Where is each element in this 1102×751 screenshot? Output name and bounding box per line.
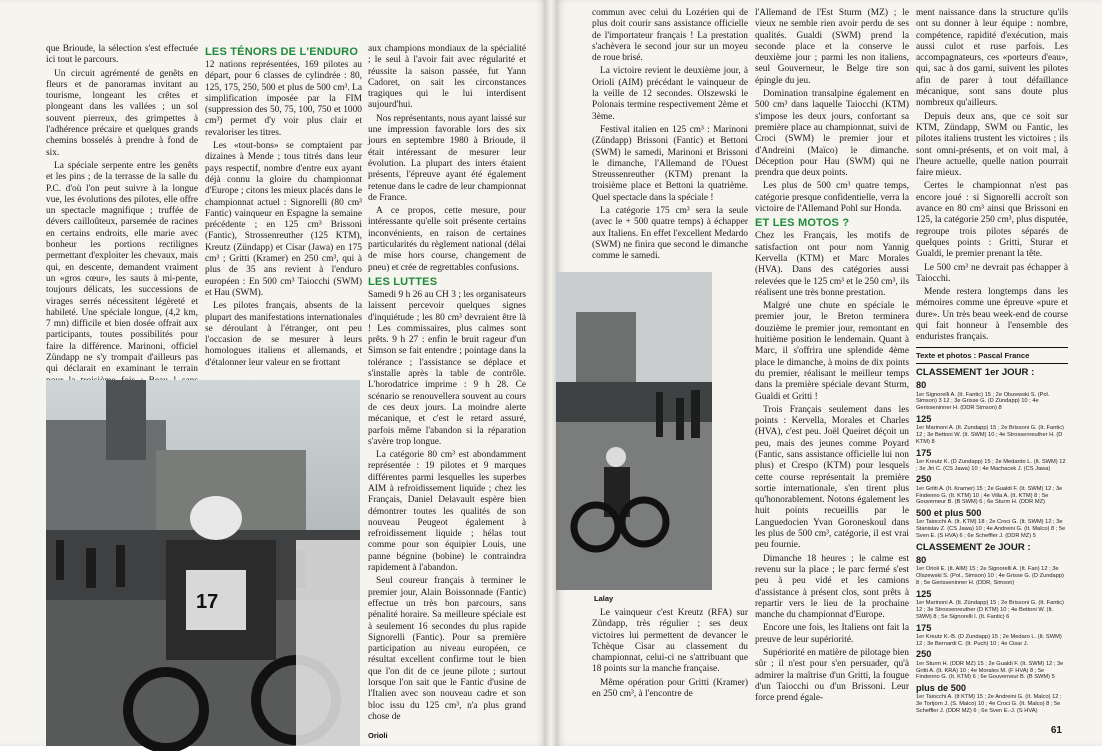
paragraph: A ce propos, cette mesure, pour intéressante qu'elle soit présente certains inconvénients, en raison de certaines particularités du règlement national (délai de mise hors course, changement de pneu) et crée de regrettables confusions. — [368, 206, 526, 273]
paragraph: l'Allemand de l'Est Sturm (MZ) ; le vieux ne semble rien avoir perdu de ses qualités. Gualdi (SWM) prend la seconde place et la conserve le deuxième jour ; parmi les non italiens, seul Gouverneur, le Belge tire son épingle du jeu. — [755, 8, 909, 86]
rider-in-square-image — [556, 272, 712, 590]
photo-caption: Orioli — [368, 731, 388, 740]
results-category: plus de 500 — [916, 683, 967, 694]
section-heading: ET LES MOTOS ? — [755, 217, 850, 230]
paragraph: ment naissance dans la structure qu'ils ont su donner à leur équipe : nombre, compétence, rapidité d'exécution, mais aussi culot et ruse parfois. Les accompagnateurs, ces «porteurs d'eau», qui, sac à dos garni, suivent les pilotes afin de parer à tout défaillance mécanique, sont sans doute plus nombreux qu'ailleurs. — [916, 8, 1068, 109]
results-line: 1er Taiocchi A. (It KTM) 15 ; 2e Andreini G. (It. Malco) 12 ; 3e Tortjorn J. (S. Malco) 10 ; 4e Croci G. (It. Malco) 8 ; 5e Scheffler J. (DDR MZ) 6 ; 6e Sven E.-J. (S HVA) — [916, 694, 1062, 714]
left-page — [0, 0, 546, 746]
results-heading: CLASSEMENT 1er JOUR : — [916, 366, 1035, 378]
results-line: 1er Gritti A. (It. Kramer) 15 ; 2e Gualdi F. (It. SWM) 12 ; 3e Findenno G. (It. KTM) 10 ; 4e Villa A. (It. KTM) 8 ; 5e Gouverneur B. (B SWM) 6 ; 6e Sturm H. (DDR MZ) — [916, 485, 1063, 506]
credit-line: Texte et photos : Pascal France — [916, 347, 1068, 364]
paragraph: Domination transalpine également en 500 cm³ dans laquelle Taiocchi (KTM) s'impose les deux jours, confortant sa première place au championnat, suivi de Croci (SWM) le premier jour et d'Andreini (Maïco) le dimanche. Déception pour Hau (SWM) qui ne prendra que deux points. — [755, 89, 909, 179]
results-line: 1er Kreutz K. (D Zundapp) 15 ; 2e Medardo L. (It. SWM) 12 ; 3e Jiri C. (CS Jawa) 10 ; 4e Machacek J. (CS Jawa) — [916, 458, 1066, 472]
paragraph: Le vainqueur c'est Kreutz (RFA) sur Zündapp, très régulier ; ses deux victoires lui permettent de devancer le Tchèque Cisar au classement du championnat, celui-ci ne s'attribuant que 18 points sur la manche française. — [592, 608, 748, 675]
results-category: 175 — [916, 622, 932, 633]
paragraph: commun avec celui du Lozérien qui de plus doit courir sans assistance officielle de l'importateur français ! La prestation s'achèvera le second jour sur un moyeu de roue brisé. — [592, 8, 748, 64]
results-category: 175 — [916, 447, 932, 458]
results-line: 1er Marinoni A. (It. Zundapp) 15 ; 2e Brissoni G. (It. Fantic) 12 ; 3e Bettoni W. (It. SWM) 10 ; 4e Strossenreuther H. (D KTM) 8 — [916, 425, 1064, 445]
page-gutter — [546, 0, 556, 746]
paragraph: Même opération pour Gritti (Kramer) en 250 cm³, à l'encontre de — [592, 677, 748, 700]
paragraph: que Brioude, la sélection s'est effectuée ici tout le parcours. — [46, 44, 198, 66]
results-category: 125 — [916, 413, 932, 424]
enduro-rider-photo — [46, 380, 360, 746]
results-category: 125 — [916, 588, 932, 599]
paragraph: Mende restera longtemps dans les mémoires comme une épreuve «pure et dure». Un très beau week-end de course qui fait honneur à l'ensemble des enduristes français. — [916, 287, 1068, 343]
results-line: 1er Signorelli A. (It. Fantic) 15 ; 2e Olszewski S. (Pol. Simson) 3 12 ; 3e Grisse G. (D Zündapp) 10 ; 4e Gerisseninner H. (DDR Simson) 8 — [916, 391, 1050, 412]
paragraph: Dimanche 18 heures ; le calme est revenu sur la place ; le parc fermé s'est peu à peu vidé et les camions d'assistance à présent clos, sont prêts à repartir vers le lieu de la prochaine manche du championnat d'Europe. — [755, 553, 909, 621]
results-category: 250 — [916, 649, 932, 660]
paragraph: Nos représentants, nous ayant laissé sur une impression favorable lors des six jours en septembre 1980 à Brioude, il était intéressant de mesurer leur évolution. La plupart des inters étaient présents, l'épreuve ayant été également retenue dans le cadre de leur championnat de France. — [368, 113, 526, 203]
results-line: 1er Kreutz K.-B. (D Zundapp) 15 ; 2e Medaro L. (It. SWM) 12 ; 3e Bernardi C. (It. Puch) 10 ; 4e Cisar J. — [916, 633, 1062, 647]
article-column-6 — [916, 8, 1068, 726]
paragraph: Chez les Français, les motifs de satisfaction ont pour nom Yannig Kervella (KTM) et Marc Morales (HVA). Dans des catégories aussi relevées que le 125 cm³ et le 250 cm³, ils réalisent une très bonne prestation. — [755, 231, 909, 298]
paragraph: Trois Français seulement dans les points : Kervella, Morales et Charles (HVA), c'est peu. Joël Queiret déçoit un peu, mais des jeunes comme Poyard (Fantic, sans assistance officielle lui non plus) et Crespo (KTM) pour lesquels cette course représentait la première sortie internationale, s'en tirent plus qu'honorablement. Notons également les huit points recueillis par le Languedocien Yvan Goroneskoul dans les plus de 500 cm³, catégorie, il est vrai peu fournie. — [755, 404, 909, 551]
paragraph: Les plus de 500 cm³ quatre temps, catégorie presque confidentielle, verra la victoire de l'Allemand Pohl sur Honda. — [755, 181, 909, 215]
paragraph: Les «tout-bons» se comptaient par dizaines à Mende ; tous titrés dans leur pays respectif, nombre d'entre eux ayant déjà connu la gloire du championnat d'Europe ; citons les mieux placés dans le championnat actuel : Signorelli (80 cm³ Fantic) vainqueur en Espagne la semaine précédente ; en 125 cm³ Brissoni (Fantic), Strossenreuther (125 KTM), Kreutz (Zündapp) et Cisar (Jawa) en 175 cm³ ; Gritti (Kramer) en 250 cm³, qui à plus de 35 ans revient à l'enduro européen : En 500 cm³ Taiocchi (SWM) et Hau (SWM). — [205, 141, 362, 298]
article-column-4-bottom — [592, 608, 748, 736]
results-heading: CLASSEMENT 2e JOUR : — [916, 541, 1031, 553]
paragraph: La catégorie 175 cm³ sera la seule (avec le + 500 quatre temps) à échapper aux Italiens. En effet l'excellent Medardo (SWM) ne finira que second le dimanche comme le samedi. — [592, 206, 748, 262]
paragraph: Supériorité en matière de pilotage bien sûr ; il n'est pour s'en persuader, qu'à admirer la maîtrise d'un Gritti, la fougue d'un Taiocchi ou d'un Brissoni. Leur force prend égale- — [755, 648, 909, 704]
motocross-bike-photo — [556, 272, 712, 590]
paragraph: aux champions mondiaux de la spécialité ; le seul à l'avoir fait avec régularité et réussite la saison passée, fut Yann Cadoret, on sait les circonstances tragiques qui le lui interdisent aujourd'hui. — [368, 44, 526, 111]
town-square-motorcycle-image — [46, 380, 360, 746]
paragraph: La catégorie 80 cm³ est abondamment représentée : 19 pilotes et 9 marques différentes parmi lesquelles les superbes AIM à refroidissement liquide ; chez les Français, Daniel Delavault espère bien démontrer toutes les qualités de son nouveau Peugeot également à refroidissement liquide ; hélas tout comme pour son équipier Louis, une panne bégnine (bobine) le contraindra rapidement à l'abandon. — [368, 450, 526, 574]
paragraph: Malgré une chute en spéciale le premier jour, le Breton terminera douzième le premier jour, remontant en huitième position le lendemain. Quant à Marc, il s'offrira une splendide 4ème place le dimanche, à moins de dix points du premier, réalisant le meilleur temps dans la première spéciale devant Sturm, Gualdi et Gritti ! — [755, 301, 909, 402]
results-category: 80 — [916, 555, 927, 566]
results-category: 80 — [916, 380, 927, 391]
results-category: 500 et plus 500 — [916, 508, 982, 519]
results-line: 1er Sturm H. (DDR MZ) 15 ; 2e Gualdi F. (It. SWM) 12 ; 3e Gritti A. (It. KRA) 10 ; 4e Morales M. (F HVA) 8 ; 5e Findenno G. (It. KTM) 6 ; 6e Gouverneur B. (B SWM) 5 — [916, 660, 1064, 681]
paragraph: Festival italien en 125 cm³ : Marinoni (Zündapp) Brissoni (Fantic) et Bettoni (SWM) le samedi, Marinoni et Brissoni le dimanche, l'Allemand de l'Ouest Streussenreuther (KTM) prenant la troisième place et Bettoni la quatrième. Quel spectacle dans la spéciale ! — [592, 124, 748, 203]
paragraph: Depuis deux ans, que ce soit sur KTM, Zündapp, SWM ou Fantic, les pilotes italiens trustent les victoires ; ils sont omni-présents, et on voit mal, à l'heure actuelle, quelle nation pourrait faire mieux. — [916, 111, 1068, 179]
paragraph: 12 nations représentées, 169 pilotes au départ, pour 6 classes de cylindrée : 80, 125, 175, 250, 500 et plus de 500 cm³. La simplification imposée par la FIM (suppression des 50, 75, 100, 750 et 1000 cm³) permet d'y voir plus clair et revaloriser les titres. — [205, 60, 362, 138]
results-line: 1er Orioli E. (It. AIM) 15 ; 2e Signorelli A. (It. Fan) 12 ; 3e Olszewski S. (Pol., Simson) 10 ; 4e Grisse G. (D Zundapp) 8 ; 5e Gerisseninner H. (DDR, Simson) — [916, 566, 1064, 587]
section-heading: LES TÉNORS DE L'ENDURO — [205, 46, 359, 58]
article-column-1 — [46, 44, 198, 378]
paragraph: La victoire revient le deuxième jour, à Orioli (AIM) précédant le vainqueur de la veille de 12 secondes. Olszewski le Polonais termine respectivement 2ème et 3ème. — [592, 66, 748, 122]
paragraph: Seul coureur français à terminer le premier jour, Alain Boissonnade (Fantic) effectue un très bon parcours, sans pénalité horaire. Sa meilleure spéciale est à seulement 16 secondes du plus rapide Signorelli (Fantic). Pour sa première participation au niveau européen, ce résultat excellent confirme tout le bien que l'on dit de ce jeune pilote ; surtout lorsque l'on sait que le Fantic d'usine de l'Italien avec son nouveau cadre et son bloc issu du 125 cm³, n'a plus grand chose de — [368, 576, 526, 722]
paragraph: Encore une fois, les Italiens ont fait la preuve de leur supériorité. — [755, 623, 909, 645]
page-number: 61 — [1050, 725, 1062, 736]
paragraph: La spéciale serpente entre les genêts et les pins ; de la terrasse de la salle du P.C. d'où l'on peut suivre à la longue vue, les évolutions des pilotes, elle offre un spectacle magnifique ; truffée de dévers cailloûteux, parsemée de racines en certains endroits, elle marie avec bonheur les portions rectilignes permettant d'exploiter les chevaux, mais qui, en descente, demandent vraiment un «gros cœur», les sauts à mi-pente, toujours délicats, les successions de virages serrés nécessitent légèreté et habileté. Une spéciale longue, (4,2 km, 7 mn) difficile et bien dosée offrait aux participants, toutes possibilités pour faire la différence. Marinoni, officiel Zündapp ne s'y trompait d'ailleurs pas qui déclarait en examinant le terrain — [46, 160, 198, 375]
right-page — [556, 0, 1102, 746]
article-column-4 — [592, 8, 748, 268]
article-column-5 — [755, 8, 909, 736]
article-column-3 — [368, 44, 526, 726]
results-category: 250 — [916, 474, 932, 485]
section-heading: LES LUTTES — [368, 275, 438, 288]
photo-caption: Lalay — [594, 594, 614, 603]
results-line: 1er Taiocchi A. (It. KTM) 18 ; 2e Croci G. (It. SWM) 12 ; 3e Stanislav Z. (CS Jawa) 10 ; 4e Andreini G. (It. Malco) 8 ; 5e Sven E. (S HVA) 6 ; 6e Scheffler J. (DDR MZ) 5 — [916, 519, 1066, 540]
race-number: 17 — [196, 591, 219, 613]
paragraph: Certes le championnat n'est pas encore joué : si Signorelli accroît son avance en 80 cm³ ainsi que Brissoni en 125, la catégorie 250 cm³, plus disputée, regroupe trois pilotes séparés de quelques points : Gritti, Sturar et Gualdi, le premier prenant la tête. — [916, 181, 1068, 260]
results-day-1 — [916, 367, 1068, 540]
paragraph: Un circuit agrémenté de genêts en fleurs et de panoramas invitant au tourisme, longeant les crêtes et plongeant dans les vallées ; un sol souvent pierreux, des grimpettes à l'adhérence précaire et quelques grands chemins bosselés à prendre à fond de six. — [46, 68, 198, 158]
results-day-2 — [916, 542, 1068, 715]
paragraph: Les pilotes français, absents de la plupart des manifestations internationales se déroulant à l'étranger, ont peu l'occasion de se mesurer à leurs homologues italiens et allemands, et d'étalonner leur valeur en se frottant — [205, 301, 362, 368]
paragraph: Samedi 9 h 26 au CH 3 ; les organisateurs laissent percevoir quelques signes d'inquiétude ; les 80 cm³ devraient être là ! Les commissaires, plus calmes sont prêts. 9 h 27 : enfin le bruit rageur d'un Simson se fait entendre ; pointage dans la tolérance ; l'assistance se déplace et s'installe après la table de contrôle. L'horodatrice imprime : 9 h 28. Ce scénario se renouvellera souvent au cours de ces deux jours. La moindre alerte mécanique, et c'est le retard assuré, parfois même l'abandon si la réparation s'avère trop longue. — [368, 289, 526, 447]
results-line: 1er Marinoni A. (It. Zündapp) 15 ; 2e Brissoni G. (It. Fantic) 12 ; 3e Strossenreuther (D KTM) 10 ; 4e Bettoni W. (It. SWM) 8 ; 5e Signorelli I. (It. Fantic) 6 — [916, 600, 1064, 620]
article-column-2 — [205, 44, 362, 378]
paragraph: Le 500 cm³ ne devrait pas échapper à Taiocchi. — [916, 262, 1068, 284]
